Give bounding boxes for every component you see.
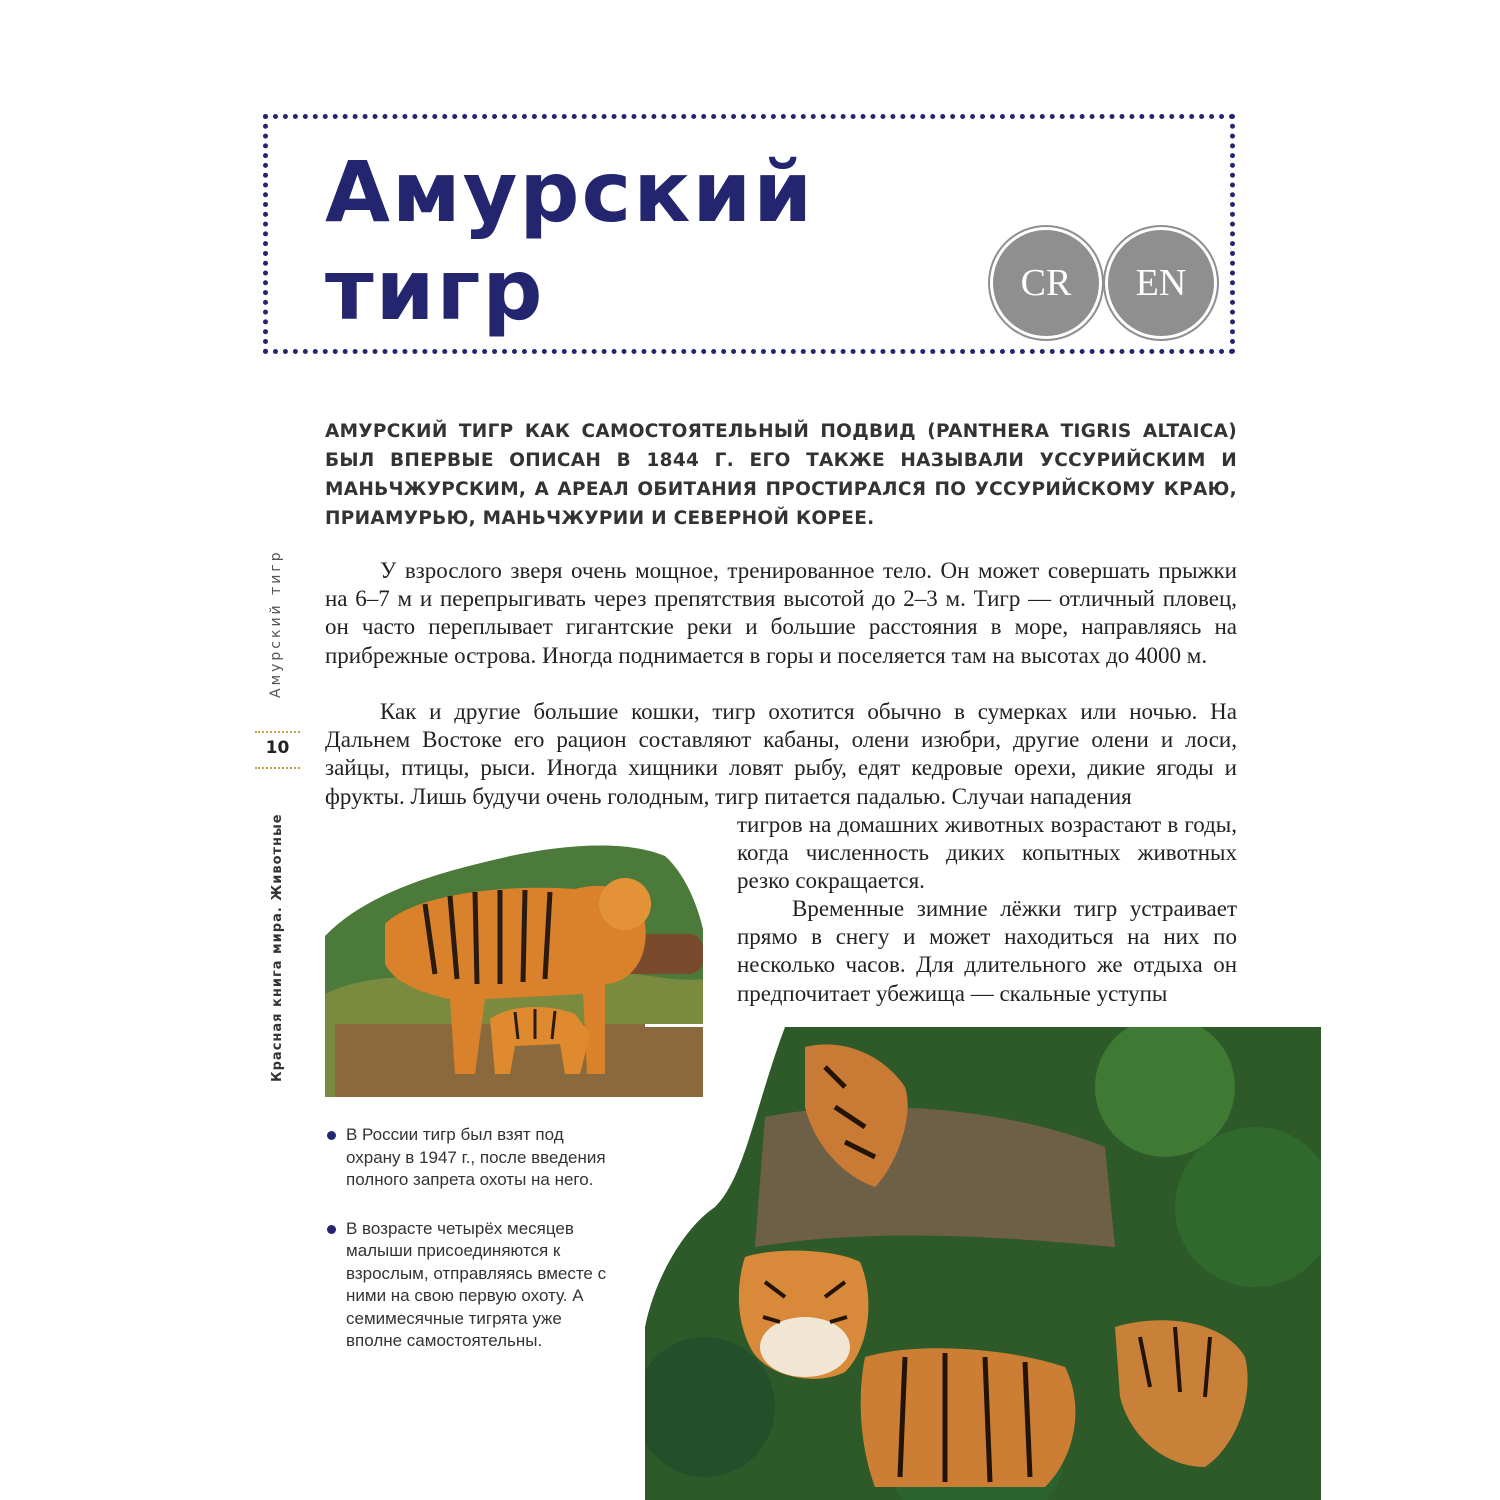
lead-paragraph: АМУРСКИЙ ТИГР КАК САМОСТОЯТЕЛЬНЫЙ ПОДВИД (PANTHERA TIGRIS ALTAICA) БЫЛ ВПЕРВЫЕ ОПИСАН В 1844 Г. ЕГО ТАКЖЕ НАЗЫВАЛИ УССУРИЙСКИМ И МАНЬЧЖУРСКИМ, А АРЕАЛ ОБИТАНИЯ ПРОСТИРАЛСЯ ПО УССУРИЙСКОМУ КРАЮ, ПРИАМУРЬЮ, МАНЬЧЖУРИИ И СЕВЕРНОЙ КОРЕЕ. <box>325 421 1237 529</box>
bullet-dot-icon <box>327 1131 336 1140</box>
fact-text-2: В возрасте четырёх месяцев малыши присоединяются к взрослым, отправляясь вместе с ними на свою первую охоту. А семимесячные тигрята уже вполне самостоятельны. <box>346 1218 607 1350</box>
bullet-dot-icon <box>327 1225 336 1234</box>
status-badge-cr: CR <box>993 230 1099 336</box>
body-paragraph-3: тигров на домашних животных возрастают в годы, когда численность диких копытных животных резко сокращается. <box>737 812 1237 894</box>
fact-item-2 <box>325 1218 615 1353</box>
page-number: 10 <box>265 738 290 758</box>
page-number-rule-top <box>255 731 300 733</box>
status-badge-en: EN <box>1108 230 1214 336</box>
fact-text-1: В России тигр был взят под охрану в 1947 г., после введения полного запрета охоты на него. <box>346 1125 606 1189</box>
page-number-rule-bottom <box>255 767 300 769</box>
page-title-line-1: Амурский <box>325 143 815 241</box>
facts-list <box>325 1124 615 1379</box>
tigers-in-forest-photo <box>645 1027 1321 1500</box>
fact-item-1 <box>325 1124 615 1192</box>
page-title-line-2: тигр <box>325 241 545 339</box>
body-paragraph-2: Как и другие большие кошки, тигр охотится обычно в сумерках или ночью. На Дальнем Востоке его рацион составляют кабаны, олени изюбри, другие олени и лоси, зайцы, птицы, рыси. Иногда хищники ловят рыбу, едят кедровые орехи, дикие ягоды и фрукты. Лишь будучи очень голодным, тигр питается падалью. Случаи нападения <box>325 699 1237 809</box>
running-section-title: Амурский тигр <box>268 549 284 698</box>
body-paragraph-1: У взрослого зверя очень мощное, тренированное тело. Он может совершать прыжки на 6–7 м и перепрыгивать через препятствия высотой до 2–3 м. Тигр — отличный пловец, он часто переплывает гигантские реки и большие расстояния в море, направляясь на прибрежные острова. Иногда поднимается в горы и поселяется там на высотах до 4000 м. <box>325 558 1237 668</box>
running-book-title: Красная книга мира. Животные <box>270 813 285 1082</box>
body-paragraph-4: Временные зимние лёжки тигр устраивает прямо в снегу и может находиться на них по несколько часов. Для длительного же отдыха он предпочитает убежища — скальные уступы <box>737 896 1237 1006</box>
